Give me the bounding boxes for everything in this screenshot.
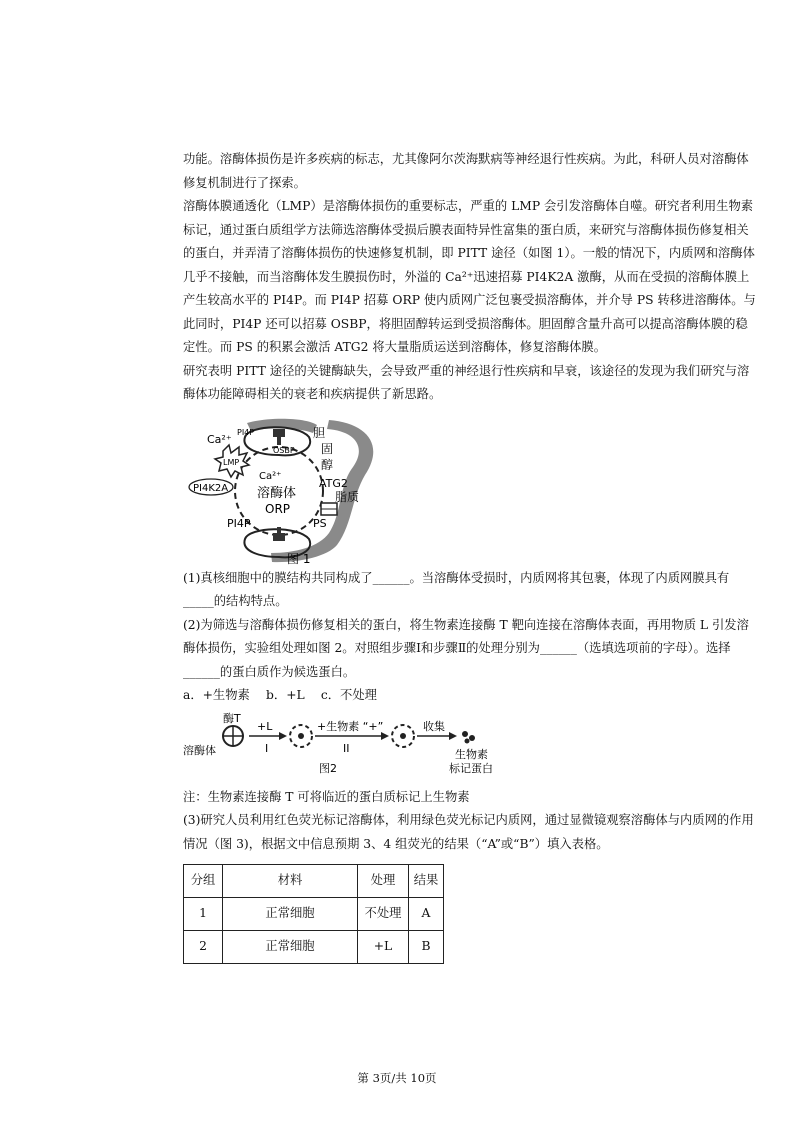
table-header-cell: 分组 <box>184 865 223 898</box>
table-row <box>184 931 444 964</box>
fig2-result-2: 标记蛋白 <box>449 761 493 775</box>
table-header-cell: 材料 <box>223 865 358 898</box>
table-cell: A <box>409 898 444 931</box>
table-cell: 正常细胞 <box>223 931 358 964</box>
question-2: (2)为筛选与溶酶体损伤修复相关的蛋白，将生物素连接酶 T 靶向连接在溶酶体表面，再用物质 L 引发溶酶体损伤，实验组处理如图 2。对照组步骤Ⅰ和步骤Ⅱ的处理分别为______（选填选项前的字母）。选择______的蛋白质作为候选蛋白。 <box>183 617 749 679</box>
paragraph-lmp: 溶酶体膜通透化（LMP）是溶酶体损伤的重要标志，严重的 LMP 会引发溶酶体自噬。研究者利用生物素标记，通过蛋白质组学方法筛选溶酶体受损后膜表面特异性富集的蛋白质，来研究与溶酶体损伤修复相关的蛋白，并弄清了溶酶体损伤的快速修复机制，即 PITT 途径（如图 1）。一般的情况下，内质网和溶酶体几乎不接触，而当溶酶体发生膜损伤时，外溢的 Ca²⁺迅速招募 PI4K2A 激酶，从而在受损的溶酶体膜上产生较高水平的 PI4P。而 PI4P 招募 ORP 使内质网广泛包裹受损溶酶体，并介导 PS 转移进溶酶体。与此同时，PI4P 还可以招募 OSBP，将胆固醇转运到受损溶酶体。胆固醇含量升高可以提高溶酶体膜的稳定性。而 PS 的积累会激活 ATG2 将大量脂质运送到溶酶体，修复溶酶体膜。 <box>183 199 756 354</box>
fig2-step1-add: +L <box>257 719 273 733</box>
fig2-enzyme: 酶T <box>223 711 241 725</box>
page-footer: 第 3页/共 10页 <box>357 1071 437 1085</box>
figure-2-workflow <box>183 710 513 782</box>
fig1-pi4p-bottom: PI4P <box>227 516 251 530</box>
document-body <box>183 148 758 964</box>
fig1-lmp: LMP <box>223 457 240 467</box>
fig1-osbp: OSBP <box>273 445 295 455</box>
fig1-cholesterol-3: 醇 <box>321 457 334 472</box>
fig2-step1-label: I <box>265 741 269 755</box>
table-row <box>184 898 444 931</box>
results-table <box>183 864 444 964</box>
table-cell: 1 <box>184 898 223 931</box>
fig2-step2-label: II <box>343 741 350 755</box>
question-2-note: 注：生物素连接酶 T 可将临近的蛋白质标记上生物素 <box>183 789 470 804</box>
fig1-caption: 图 1 <box>287 551 311 565</box>
table-header-cell: 处理 <box>358 865 409 898</box>
fig2-result-1: 生物素 <box>455 747 488 761</box>
fig2-step2-add: +生物素 “+” <box>317 719 384 733</box>
table-cell: 不处理 <box>358 898 409 931</box>
fig2-lysosome: 溶酶体 <box>183 743 216 757</box>
question-2-options: a．+生物素 b．+L c．不处理 <box>183 688 377 702</box>
fig1-ca-inner: Ca²⁺ <box>259 470 282 482</box>
paragraph-intro: 功能。溶酶体损伤是许多疾病的标志，尤其像阿尔茨海默病等神经退行性疾病。为此，科研人员对溶酶体修复机制进行了探索。 <box>183 152 749 190</box>
table-header-row <box>184 865 444 898</box>
fig1-cholesterol-2: 固 <box>321 441 334 456</box>
table-header-cell: 结果 <box>409 865 444 898</box>
fig1-lysosome: 溶酶体 <box>257 485 297 501</box>
question-3: (3)研究人员利用红色荧光标记溶酶体，利用绿色荧光标记内质网，通过显微镜观察溶酶体与内质网的作用情况（图 3)，根据文中信息预期 3、4 组荧光的结果（“A”或“B”）填入表格。 <box>183 813 754 851</box>
fig2-collect: 收集 <box>423 719 445 733</box>
table-cell: 正常细胞 <box>223 898 358 931</box>
paragraph-pitt: 研究表明 PITT 途径的关键酶缺失，会导致严重的神经退行性疾病和早衰，该途径的发现为我们研究与溶酶体功能障碍相关的衰老和疾病提供了新思路。 <box>183 363 750 401</box>
table-cell: +L <box>358 931 409 964</box>
fig1-lipid: 脂质 <box>335 489 360 504</box>
fig1-atg2: ATG2 <box>319 476 348 490</box>
fig1-pi4p-top: PI4P <box>237 427 255 437</box>
fig1-pi4k2a: PI4K2A <box>193 482 229 494</box>
fig1-ca-top: Ca²⁺ <box>207 432 232 446</box>
question-1: (1)真核细胞中的膜结构共同构成了______。当溶酶体受损时，内质网将其包裹，体现了内质网膜具有_____的结构特点。 <box>183 570 730 608</box>
fig1-orp: ORP <box>265 501 291 516</box>
fig2-caption: 图2 <box>319 761 337 775</box>
fig1-ps: PS <box>313 516 327 530</box>
table-cell: B <box>409 931 444 964</box>
fig1-cholesterol-1: 胆 <box>313 425 326 440</box>
figure-1-pitt-pathway <box>187 415 387 565</box>
table-cell: 2 <box>184 931 223 964</box>
